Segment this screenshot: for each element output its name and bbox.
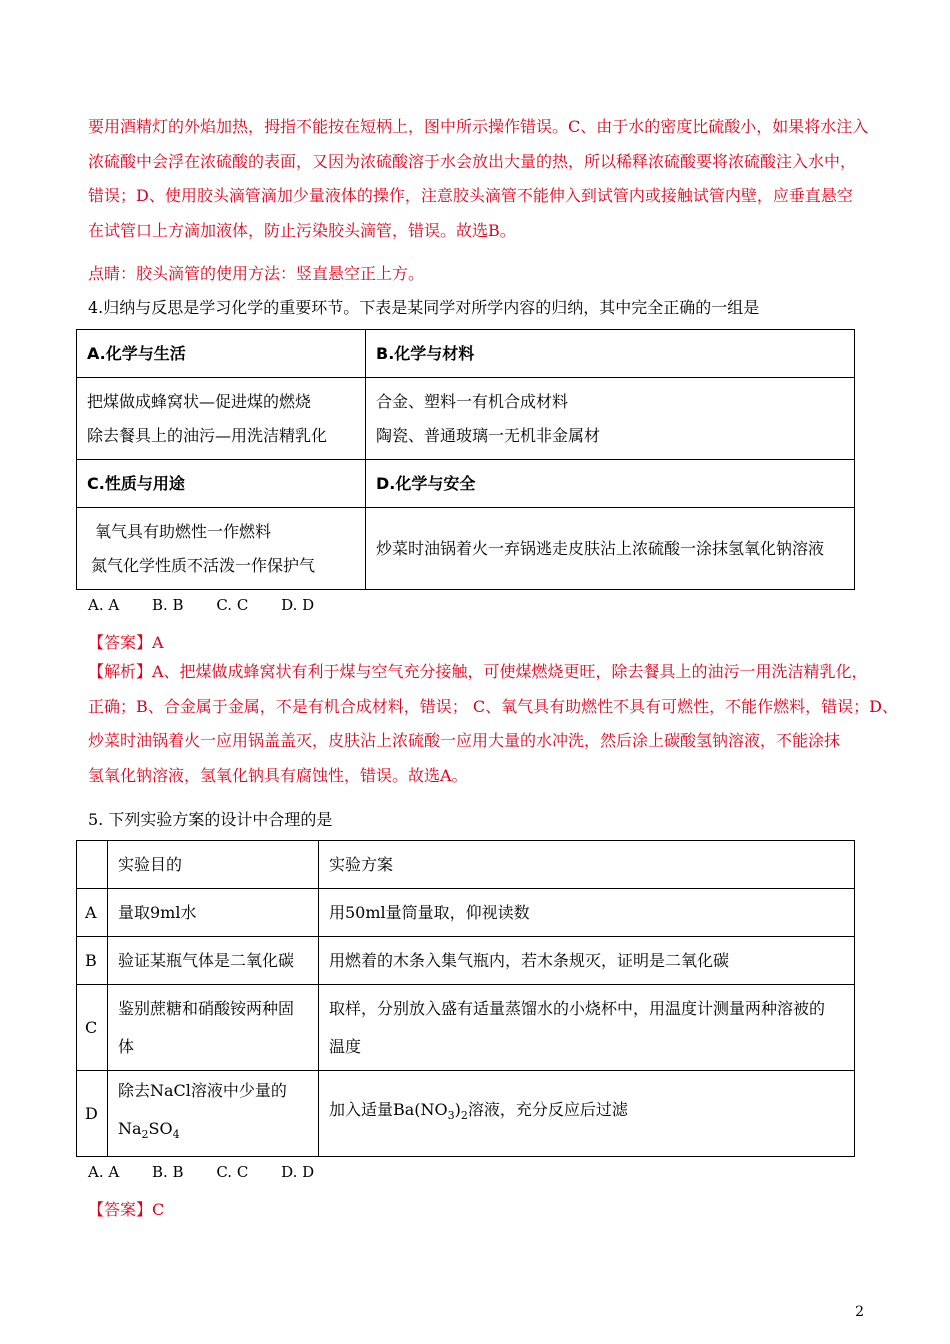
row-plan xyxy=(319,985,855,1071)
row-plan xyxy=(319,1071,855,1157)
cell-line: 合金、塑料一有机合成材料 xyxy=(376,391,569,411)
cell-line: 炒菜时油锅着火一弃锅逃走皮肤沾上浓硫酸一涂抹氢氧化钠溶液 xyxy=(376,538,825,558)
explanation-line: 要用酒精灯的外焰加热，拇指不能按在短柄上，图中所示操作错误。C、由于水的密度比硫酸小，如果将水注入 xyxy=(88,117,869,136)
cell-line: 陶瓷、普通玻璃一无机非金属材 xyxy=(376,425,601,445)
cell-b-title: B.化学与材料 xyxy=(366,330,855,378)
row-letter: B xyxy=(77,937,108,985)
q5-answer xyxy=(88,1197,164,1220)
q5-options xyxy=(88,1163,342,1181)
row-purpose: 验证某瓶气体是二氧化碳 xyxy=(108,937,319,985)
cell-line: 把煤做成蜂窝状—促进煤的燃烧 xyxy=(87,391,312,411)
table-row xyxy=(77,889,855,937)
cell-b-content xyxy=(366,378,855,460)
option: C. C xyxy=(216,596,249,614)
cell-line: 氧气具有助燃性一作燃料 xyxy=(95,521,272,541)
formula-part: 加入适量Ba(NO xyxy=(329,1100,448,1120)
cell-a-title: A.化学与生活 xyxy=(77,330,366,378)
row-plan: 用50ml量筒量取，仰视读数 xyxy=(319,889,855,937)
q4-answer xyxy=(88,630,164,653)
formula-part: 溶液，充分反应后过滤 xyxy=(467,1100,628,1120)
analysis-line: 正确；B、合金属于金属，不是有机合成材料，错误； C、氧气具有助燃性不具有可燃性，不能作燃料，错误；D、 xyxy=(88,696,898,716)
q4-options xyxy=(88,596,342,614)
row-purpose: 量取9ml水 xyxy=(108,889,319,937)
cell-c-title: C.性质与用途 xyxy=(77,460,366,508)
formula-part: ) xyxy=(454,1100,461,1120)
header-plan: 实验方案 xyxy=(319,841,855,889)
q4-table xyxy=(76,329,855,590)
table-row xyxy=(77,937,855,985)
cell-d-content xyxy=(366,508,855,590)
formula-part: Na xyxy=(118,1119,142,1139)
option: A. A xyxy=(88,596,120,614)
analysis-line: 【解析】A、把煤做成蜂窝状有利于煤与空气充分接触，可使煤燃烧更旺，除去餐具上的油污一用洗洁精乳化， xyxy=(88,662,868,681)
table-row xyxy=(77,985,855,1071)
cell-line: 取样，分别放入盛有适量蒸馏水的小烧杯中，用温度计测量两种溶被的 xyxy=(329,998,826,1018)
option: B. B xyxy=(151,1163,184,1181)
answer-value: C xyxy=(152,1200,165,1219)
option: C. C xyxy=(216,1163,249,1181)
q3-explanation xyxy=(88,110,868,248)
header-purpose: 实验目的 xyxy=(108,841,319,889)
q4-stem: 4.归纳与反思是学习化学的重要环节。下表是某同学对所学内容的归纳，其中完全正确的一组是 xyxy=(88,298,760,317)
row-purpose xyxy=(108,985,319,1071)
option: A. A xyxy=(88,1163,120,1181)
row-purpose xyxy=(108,1071,319,1157)
header-letter-cell xyxy=(77,841,108,889)
answer-tag: 【答案】 xyxy=(88,1200,153,1219)
cell-line: 体 xyxy=(118,1036,135,1056)
q5-stem: 5. 下列实验方案的设计中合理的是 xyxy=(88,810,333,829)
answer-value: A xyxy=(152,633,164,652)
explanation-line: 浓硫酸中会浮在浓硫酸的表面，又因为浓硫酸溶于水会放出大量的热，所以稀释浓硫酸要将浓硫酸注入水中， xyxy=(88,151,857,171)
formula-subscript: 3 xyxy=(447,1109,455,1123)
cell-line: 温度 xyxy=(329,1036,362,1056)
row-letter: C xyxy=(77,985,108,1071)
answer-tag: 【答案】 xyxy=(88,633,153,652)
cell-line: 除去餐具上的油污—用洗洁精乳化 xyxy=(87,425,328,445)
formula-subscript: 2 xyxy=(141,1128,149,1142)
cell-line: 氮气化学性质不活泼一作保护气 xyxy=(91,555,316,575)
explanation-line: 在试管口上方滴加液体，防止污染胶头滴管，错误。故选B。 xyxy=(88,220,516,240)
cell-line: 鉴别蔗糖和硝酸铵两种固 xyxy=(118,998,295,1018)
cell-c-content xyxy=(77,508,366,590)
analysis-line: 炒菜时油锅着火一应用锅盖盖灭，皮肤沾上浓硫酸一应用大量的水冲洗，然后涂上碳酸氢钠溶液，不能涂抹 xyxy=(88,731,841,750)
option: D. D xyxy=(281,596,315,614)
row-letter: D xyxy=(77,1071,108,1157)
row-plan: 用燃着的木条入集气瓶内，若木条规灭，证明是二氧化碳 xyxy=(319,937,855,985)
q3-tip: 点睛：胶头滴管的使用方法：竖直悬空正上方。 xyxy=(88,264,425,283)
table-row xyxy=(77,1071,855,1157)
analysis-line: 氢氧化钠溶液，氢氧化钠具有腐蚀性，错误。故选A。 xyxy=(88,765,468,785)
option: D. D xyxy=(281,1163,315,1181)
explanation-line: 错误；D、使用胶头滴管滴加少量液体的操作，注意胶头滴管不能伸入到试管内或接触试管内壁，应垂直悬空 xyxy=(88,186,853,205)
row-letter: A xyxy=(77,889,108,937)
cell-line: 除去NaCl溶液中少量的 xyxy=(118,1081,287,1101)
formula-subscript: 2 xyxy=(460,1109,468,1123)
cell-line xyxy=(118,1110,318,1154)
cell-a-content xyxy=(77,378,366,460)
formula-subscript: 4 xyxy=(172,1128,180,1142)
q4-analysis xyxy=(88,655,898,793)
q5-table xyxy=(76,840,855,1157)
page-number: 2 xyxy=(855,1304,864,1320)
formula-part: SO xyxy=(148,1119,173,1139)
option: B. B xyxy=(151,596,184,614)
cell-d-title: D.化学与安全 xyxy=(366,460,855,508)
